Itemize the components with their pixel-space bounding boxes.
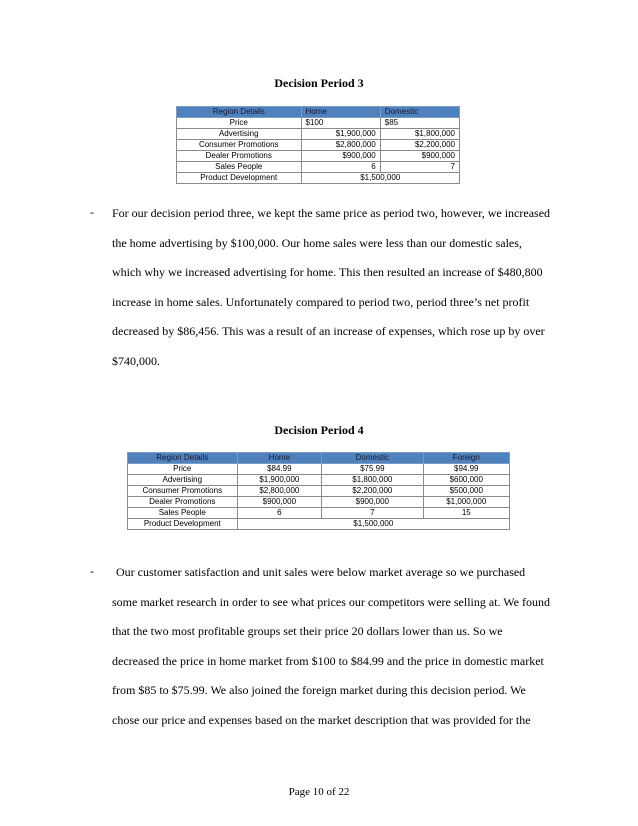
page-number: Page 10 of 22 bbox=[288, 786, 350, 798]
period4-table bbox=[127, 452, 510, 530]
table-row bbox=[128, 475, 510, 486]
domestic-value: $900,000 bbox=[322, 497, 423, 508]
foreign-value: $600,000 bbox=[423, 475, 509, 486]
home-value: $84.99 bbox=[237, 464, 322, 475]
merged-value: $1,500,000 bbox=[237, 519, 509, 530]
row-label: Sales People bbox=[177, 162, 302, 173]
table-header-row bbox=[128, 453, 510, 464]
home-value: 6 bbox=[301, 162, 380, 173]
foreign-value: $1,000,000 bbox=[423, 497, 509, 508]
header-home: Home bbox=[237, 453, 322, 464]
period3-table bbox=[176, 106, 460, 184]
domestic-value: 7 bbox=[380, 162, 459, 173]
merged-value: $1,500,000 bbox=[301, 173, 459, 184]
header-home: Home bbox=[301, 107, 380, 118]
header-domestic: Domestic bbox=[322, 453, 423, 464]
home-value: $2,800,000 bbox=[237, 486, 322, 497]
header-domestic: Domestic bbox=[380, 107, 459, 118]
period4-paragraph: Our customer satisfaction and unit sales were below market average so we purchased some market research in order to see what prices our competitors were selling at. We found that the two most profitable groups set their price 20 dollars lower than us. So we decreased the price in home market from $100 to $84.99 and the price in domestic market from $85 to $75.99. We also joined the foreign market during this decision period. We chose our price and expenses based on the market description that was provided for the bbox=[112, 565, 550, 727]
table-row bbox=[177, 151, 460, 162]
domestic-value: $2,200,000 bbox=[380, 140, 459, 151]
table-header-row bbox=[177, 107, 460, 118]
period3-bullet: - bbox=[90, 205, 94, 219]
header-region-details: Region Details bbox=[128, 453, 238, 464]
foreign-value: 15 bbox=[423, 508, 509, 519]
home-value: $900,000 bbox=[301, 151, 380, 162]
foreign-value: $500,000 bbox=[423, 486, 509, 497]
table-row bbox=[128, 508, 510, 519]
domestic-value: $75.99 bbox=[322, 464, 423, 475]
table-row bbox=[177, 140, 460, 151]
period3-paragraph: For our decision period three, we kept the same price as period two, however, we increased the home advertising by $100,000. Our home sales were less than our domestic sales, which why we increased advertising for home. This then resulted an increase of $480,800 increase in home sales. Unfortunately compared to period two, period three’s net profit decreased by $86,456. This was a result of an increase of expenses, which rose up by over $740,000. bbox=[112, 206, 551, 368]
table-row bbox=[177, 162, 460, 173]
row-label: Dealer Promotions bbox=[177, 151, 302, 162]
row-label: Consumer Promotions bbox=[128, 486, 238, 497]
table-row bbox=[128, 497, 510, 508]
table-row bbox=[177, 173, 460, 184]
table-row bbox=[128, 464, 510, 475]
table-row bbox=[177, 118, 460, 129]
foreign-value: $94.99 bbox=[423, 464, 509, 475]
period3-heading: Decision Period 3 bbox=[274, 76, 364, 90]
row-label: Sales People bbox=[128, 508, 238, 519]
header-region-details: Region Details bbox=[177, 107, 302, 118]
domestic-value: $900,000 bbox=[380, 151, 459, 162]
home-value: $100 bbox=[301, 118, 380, 129]
domestic-value: 7 bbox=[322, 508, 423, 519]
table-row bbox=[128, 486, 510, 497]
home-value: $2,800,000 bbox=[301, 140, 380, 151]
table-row bbox=[177, 129, 460, 140]
domestic-value: $85 bbox=[380, 118, 459, 129]
domestic-value: $2,200,000 bbox=[322, 486, 423, 497]
home-value: $1,900,000 bbox=[237, 475, 322, 486]
row-label: Advertising bbox=[177, 129, 302, 140]
home-value: $900,000 bbox=[237, 497, 322, 508]
table-row bbox=[128, 519, 510, 530]
row-label: Dealer Promotions bbox=[128, 497, 238, 508]
row-label: Price bbox=[177, 118, 302, 129]
row-label: Product Development bbox=[177, 173, 302, 184]
home-value: 6 bbox=[237, 508, 322, 519]
row-label: Price bbox=[128, 464, 238, 475]
row-label: Consumer Promotions bbox=[177, 140, 302, 151]
domestic-value: $1,800,000 bbox=[380, 129, 459, 140]
home-value: $1,900,000 bbox=[301, 129, 380, 140]
header-foreign: Foreign bbox=[423, 453, 509, 464]
row-label: Advertising bbox=[128, 475, 238, 486]
row-label: Product Development bbox=[128, 519, 238, 530]
period4-bullet: - bbox=[90, 564, 94, 578]
period4-heading: Decision Period 4 bbox=[274, 423, 364, 437]
domestic-value: $1,800,000 bbox=[322, 475, 423, 486]
